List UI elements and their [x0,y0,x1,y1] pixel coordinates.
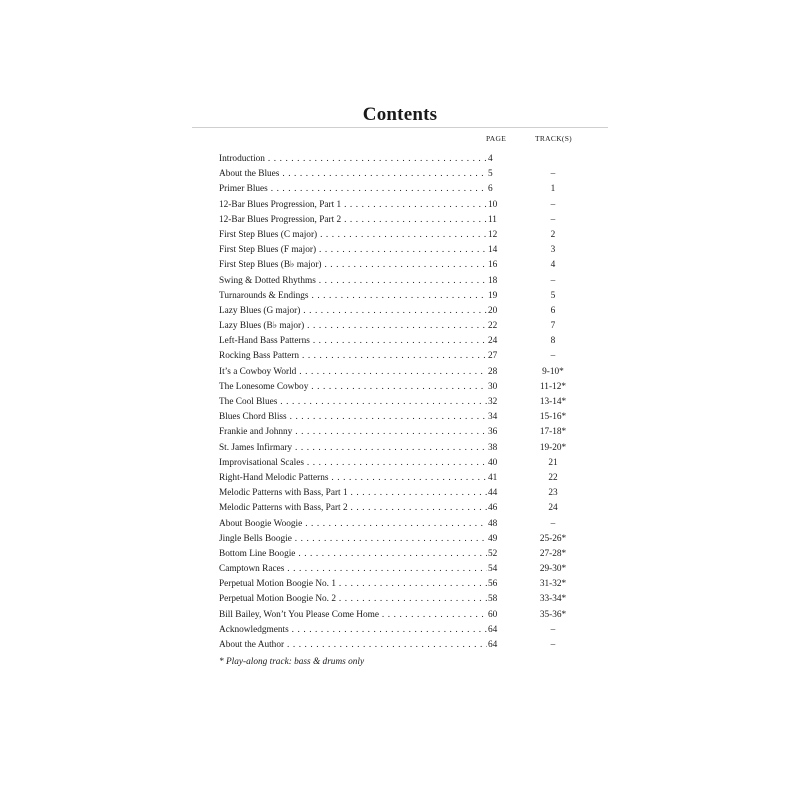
toc-entry-title: Melodic Patterns with Bass, Part 1 . . . [219,486,505,501]
toc-entry-page: 44 [487,486,506,501]
toc-entry-title: Camptown Races . . . [219,562,505,577]
toc-entry-tracks: 31-32* [539,579,567,590]
toc-row [219,410,599,425]
toc-entry-title: Swing & Dotted Rhythms . . . [219,274,505,289]
toc-entry-title: About the Author . . . [219,638,505,653]
footnote: * Play-along track: bass & drums only [219,657,365,667]
toc-entry-page: 5 [487,167,506,182]
toc-entry-tracks: 22 [548,472,558,483]
toc-entry-page: 40 [487,456,506,471]
toc-entry-page: 16 [487,258,506,273]
toc-entry-title: Perpetual Motion Boogie No. 2 . . . [219,592,505,607]
toc-row [219,486,599,501]
toc-row [219,608,599,623]
toc-entry-page: 6 [487,182,506,197]
toc-row [219,349,599,364]
toc-entry-title: Lazy Blues (B♭ major) . . . [219,319,505,334]
toc-entry-title: Left-Hand Bass Patterns . . . [219,334,505,349]
toc-row [219,228,599,243]
toc-entry-page: 58 [487,592,506,607]
toc-entry-title: First Step Blues (B♭ major) . . . [219,258,505,273]
toc-entry-tracks: 17-18* [539,427,567,438]
toc-entry-tracks: – [550,169,556,180]
toc-entry-tracks: 15-16* [539,412,567,423]
toc-entry-tracks: 11-12* [540,381,566,392]
toc-entry-tracks: 29-30* [539,564,567,575]
toc-row [219,167,599,182]
toc-entry-page: 27 [487,349,506,364]
toc-entry-tracks: 6 [550,305,556,316]
toc-entry-title: Bottom Line Boogie . . . [219,547,505,562]
toc-entry-title: First Step Blues (F major) . . . [219,243,505,258]
title-divider [192,127,608,128]
toc-entry-title: Improvisational Scales . . . [219,456,505,471]
toc-entry-title: Acknowledgments . . . [219,623,505,638]
toc-row [219,441,599,456]
toc-entry-page: 24 [487,334,506,349]
toc-entry-tracks: 8 [550,336,556,347]
toc-entry-tracks: 13-14* [539,397,567,407]
toc-entry-page: 11 [487,213,506,228]
toc-row [219,274,599,289]
toc-entry-title: Perpetual Motion Boogie No. 1 . . . [219,577,505,592]
toc-entry-tracks: 35-36* [539,609,567,620]
toc-entry-title: Bill Bailey, Won’t You Please Come Home . . . [219,608,505,623]
toc-entry-page: 56 [487,577,506,592]
toc-row [219,213,599,228]
tracks-column-header: TRACK(S) [535,134,572,143]
toc-entry-tracks: – [550,214,556,225]
toc-entry-page: 54 [487,562,506,577]
toc-entry-page: 32 [487,395,506,410]
toc-row [219,638,599,653]
toc-entry-page: 64 [487,638,506,653]
toc-entry-tracks: – [550,351,556,362]
toc-entry-page: 52 [487,547,506,562]
toc-entry-page: 64 [487,623,506,638]
toc-entry-page: 41 [487,471,506,486]
toc-row [219,243,599,258]
toc-entry-tracks: 4 [550,260,556,271]
toc-row [219,258,599,273]
page-column-header: PAGE [486,134,507,143]
toc-entry-page: 20 [487,304,506,319]
toc-entry-title: About the Blues . . . [219,167,505,182]
toc-entry-tracks: 27-28* [539,548,567,559]
toc-entry-tracks: 21 [548,457,558,468]
toc-entry-tracks: 1 [550,184,556,195]
toc-entry-tracks: 25-26* [539,533,567,544]
toc-row [219,577,599,592]
toc-entry-tracks: – [550,199,556,210]
toc-row [219,365,599,380]
toc-entry-page: 14 [487,243,506,258]
toc-entry-title: Jingle Bells Boogie . . . [219,532,505,547]
toc-entry-title: First Step Blues (C major) . . . [219,228,505,243]
toc-row [219,501,599,516]
toc-entry-title: St. James Infirmary . . . [219,441,505,456]
toc-entry-title: 12-Bar Blues Progression, Part 1 . . . [219,198,505,213]
toc-entry-tracks: 9-10* [542,366,564,377]
toc-entry-title: The Lonesome Cowboy . . . [219,380,505,395]
toc-entry-tracks: – [550,624,556,635]
toc-row [219,152,599,167]
toc-entry-title: Blues Chord Bliss . . . [219,410,505,425]
toc-row [219,623,599,638]
toc-entry-title: The Cool Blues . . . [219,395,505,410]
toc-entry-tracks: 24 [548,503,558,514]
toc-row [219,380,599,395]
toc-entry-title: It’s a Cowboy World . . . [219,365,505,380]
toc-row [219,425,599,440]
toc-row [219,182,599,197]
toc-entry-title: Melodic Patterns with Bass, Part 2 . . . [219,501,505,516]
toc-row [219,289,599,304]
toc-row [219,517,599,532]
toc-entry-tracks: 5 [550,290,556,301]
toc-entry-tracks: – [550,518,556,529]
toc-entry-page: 19 [487,289,506,304]
toc-entry-page: 28 [487,365,506,380]
toc-entry-tracks: 23 [548,488,558,499]
toc-entry-page: 60 [487,608,506,623]
toc-entry-title: About Boogie Woogie . . . [219,517,505,532]
toc-row [219,592,599,607]
toc-entry-page: 22 [487,319,506,334]
toc-entry-page: 30 [487,380,506,395]
toc-row [219,319,599,334]
toc-entry-tracks: 3 [550,245,556,256]
toc-entry-page: 10 [487,198,506,213]
toc-entry-page: 46 [487,501,506,516]
toc-entry-title: Introduction . . . [219,152,505,167]
toc-entry-page: 49 [487,532,506,547]
toc-entry-page: 18 [487,274,506,289]
page-title: Contents [362,104,438,125]
toc-entry-tracks: – [550,640,556,650]
toc-entry-tracks: 19-20* [539,442,567,453]
toc-entry-tracks: 7 [550,321,556,332]
toc-entry-title: Frankie and Johnny . . . [219,425,505,440]
toc-entry-title: Lazy Blues (G major) . . . [219,304,505,319]
toc-entry-title: Primer Blues . . . [219,182,505,197]
toc-row [219,532,599,547]
toc-row [219,471,599,486]
toc-row [219,395,599,410]
toc-row [219,334,599,349]
toc-row [219,198,599,213]
toc-row [219,547,599,562]
toc-entry-title: Rocking Bass Pattern . . . [219,349,505,364]
toc-entry-page: 38 [487,441,506,456]
toc-entry-title: Turnarounds & Endings . . . [219,289,505,304]
toc-entry-title: 12-Bar Blues Progression, Part 2 . . . [219,213,505,228]
toc-row [219,456,599,471]
toc-entry-page: 12 [487,228,506,243]
toc-entry-page: 48 [487,517,506,532]
table-of-contents [219,152,599,653]
toc-row [219,304,599,319]
toc-entry-page: 36 [487,425,506,440]
toc-entry-title: Right-Hand Melodic Patterns . . . [219,471,505,486]
toc-entry-tracks: – [550,275,556,286]
toc-entry-page: 34 [487,410,506,425]
toc-entry-tracks: 2 [550,229,556,240]
toc-entry-page: 4 [487,152,506,167]
toc-entry-tracks: 33-34* [539,594,567,605]
toc-row [219,562,599,577]
